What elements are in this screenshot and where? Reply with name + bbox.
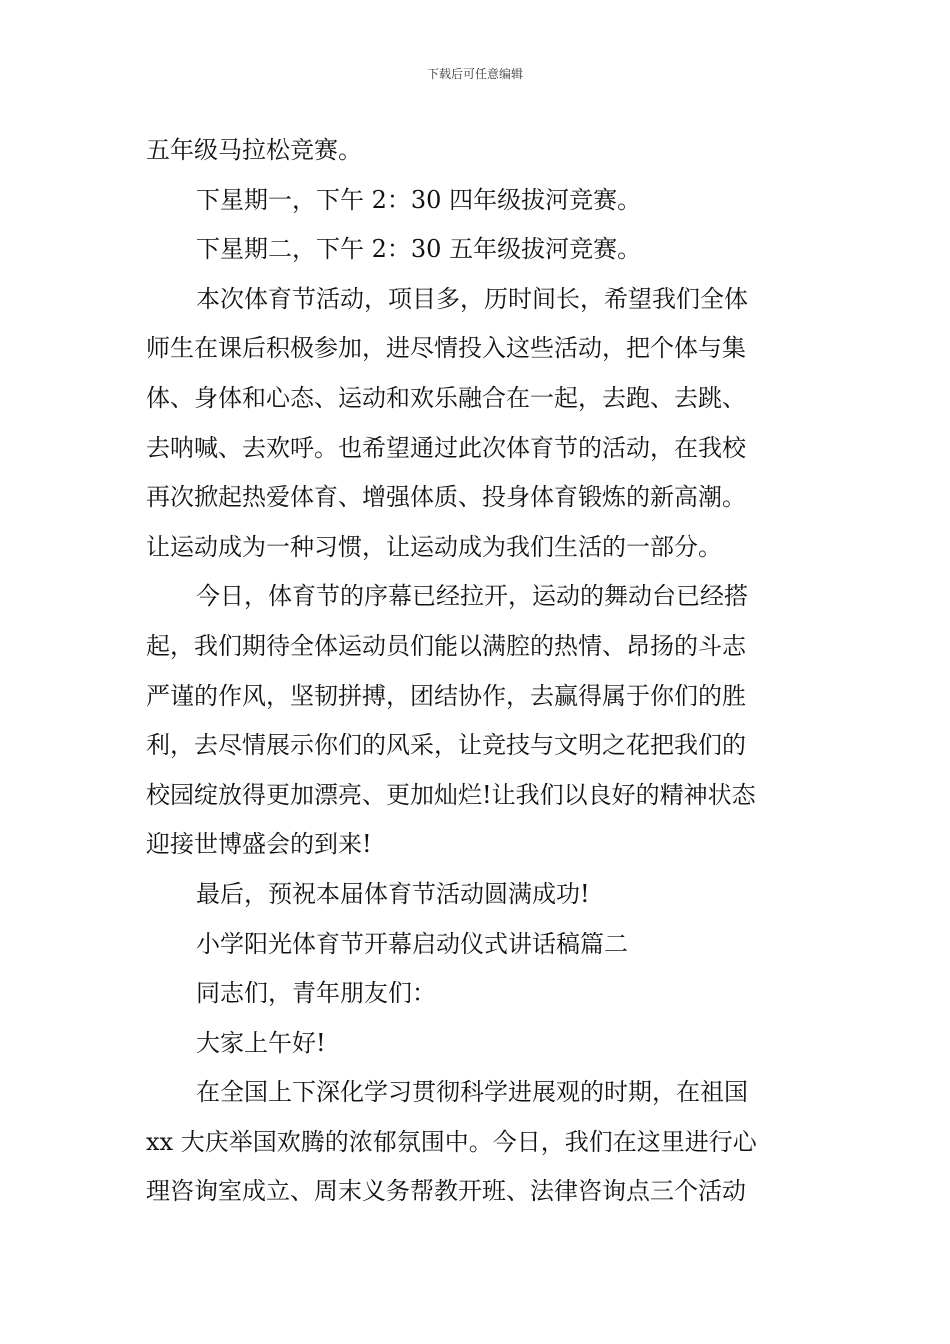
text-line: 五年级马拉松竞赛。: [146, 136, 362, 164]
page-header: 下载后可任意编辑: [426, 67, 523, 81]
text-line: 师生在课后积极参加，进尽情投入这些活动，把个体与集: [146, 334, 746, 363]
text-line: 利，去尽情展示你们的风采，让竞技与文明之花把我们的: [146, 731, 746, 760]
text-line: 让运动成为一种习惯，让运动成为我们生活的一部分。: [146, 532, 722, 561]
text-line: xx 大庆举国欢腾的浓郁氛围中。今日，我们在这里进行心: [146, 1127, 757, 1156]
text-line: 最后，预祝本届体育节活动圆满成功!: [196, 879, 590, 908]
section-heading: 小学阳光体育节开幕启动仪式讲话稿篇二: [196, 929, 628, 958]
text-line: 再次掀起热爱体育、增强体质、投身体育锻炼的新高潮。: [146, 483, 746, 512]
text-line: 大家上午好!: [196, 1028, 326, 1057]
text-line: 理咨询室成立、周末义务帮教开班、法律咨询点三个活动: [146, 1177, 746, 1206]
text-line: 严谨的作风，坚韧拼搏，团结协作，去赢得属于你们的胜: [146, 681, 746, 710]
text-line: 起，我们期待全体运动员们能以满腔的热情、昂扬的斗志: [146, 631, 746, 660]
text-line: 在全国上下深化学习贯彻科学进展观的时期，在祖国: [196, 1078, 748, 1107]
text-line: 同志们，青年朋友们：: [196, 979, 436, 1008]
text-line: 今日，体育节的序幕已经拉开，运动的舞动台已经搭: [196, 582, 748, 611]
text-line: 迎接世博盛会的到来!: [146, 830, 372, 859]
text-line: 本次体育节活动，项目多，历时间长，希望我们全体: [196, 284, 748, 313]
text-line: 去呐喊、去欢呼。也希望通过此次体育节的活动，在我校: [146, 433, 746, 462]
text-line: 下星期二，下午 2：30 五年级拔河竞赛。: [196, 235, 642, 264]
text-line: 校园绽放得更加漂亮、更加灿烂!让我们以良好的精神状态: [146, 780, 756, 809]
text-line: 体、身体和心态、运动和欢乐融合在一起，去跑、去跳、: [146, 383, 746, 412]
document-body: [146, 126, 810, 1217]
text-line: 下星期一，下午 2：30 四年级拔河竞赛。: [196, 185, 642, 214]
